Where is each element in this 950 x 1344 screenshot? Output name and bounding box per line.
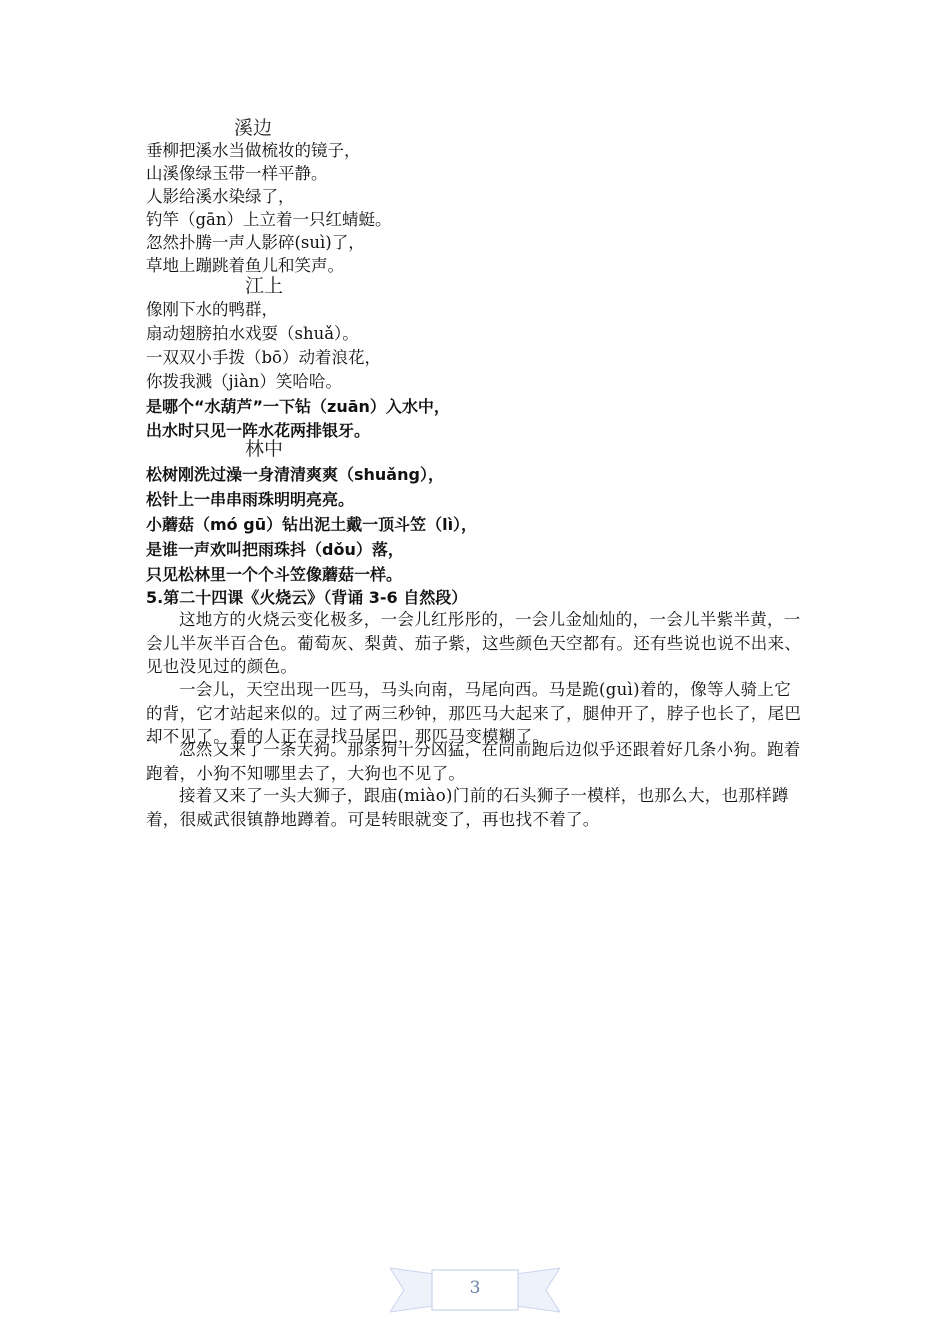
- paragraph: 一会儿，天空出现一匹马，马头向南，马尾向西。马是跪(guì)着的，像等人骑上它的背，它才站起来似的。过了两三秒钟，那匹马大起来了，腿伸开了，脖子也长了，尾巴却不见了。看的人正在寻找马尾巴，那匹马变模糊了。: [146, 680, 802, 746]
- poem-line: 扇动翅膀拍水戏耍（shuǎ）。: [146, 324, 359, 343]
- poem-line: 忽然扑腾一声人影碎(suì)了，: [146, 233, 365, 252]
- page-number-ribbon: [390, 1262, 560, 1318]
- poem-line: 人影给溪水染绿了，: [146, 187, 295, 206]
- poem-line: 小蘑菇（mó gū）钻出泥土戴一顶斗笠（lì），: [146, 515, 478, 534]
- section-heading: 5.第二十四课《火烧云》（背诵 3-6 自然段）: [146, 588, 468, 607]
- poem-line: 一双双小手拨（bō）动着浪花，: [146, 348, 381, 367]
- poem-title-xibian: 溪边: [234, 117, 273, 139]
- poem-line: 出水时只见一阵水花两排银牙。: [146, 421, 371, 440]
- poem-title-jiangshang: 江上: [245, 275, 284, 297]
- poem-line: 草地上蹦跳着鱼儿和笑声。: [146, 256, 344, 275]
- poem-title-linzhong: 林中: [245, 438, 284, 460]
- poem-line: 松树刚洗过澡一身清清爽爽（shuǎng），: [146, 465, 444, 484]
- paragraph: 这地方的火烧云变化极多，一会儿红彤彤的，一会儿金灿灿的，一会儿半紫半黄，一会儿半灰半百合色。葡萄灰、梨黄、茄子紫，这些颜色天空都有。还有些说也说不出来、见也没见过的颜色。: [146, 610, 802, 676]
- poem-line: 是哪个“水葫芦”一下钻（zuān）入水中，: [146, 397, 450, 416]
- poem-line: 钓竿（gān）上立着一只红蜻蜓。: [146, 210, 392, 229]
- poem-line: 是谁一声欢叫把雨珠抖（dǒu）落，: [146, 540, 404, 559]
- poem-line: 垂柳把溪水当做梳妆的镜子，: [146, 141, 361, 160]
- poem-line: 只见松林里一个个斗笠像蘑菇一样。: [146, 565, 403, 584]
- paragraph: 忽然又来了一条大狗。那条狗十分凶猛，在向前跑后边似乎还跟着好几条小狗。跑着跑着，小狗不知哪里去了，大狗也不见了。: [146, 740, 801, 783]
- poem-line: 你拨我溅（jiàn）笑哈哈。: [146, 372, 342, 391]
- poem-line: 山溪像绿玉带一样平静。: [146, 164, 328, 183]
- paragraph: 接着又来了一头大狮子，跟庙(miào)门前的石头狮子一模样，也那么大，也那样蹲着，很威武很镇静地蹲着。可是转眼就变了，再也找不着了。: [146, 786, 789, 829]
- poem-line: 松针上一串串雨珠明明亮亮。: [146, 490, 355, 509]
- page-number: 3: [469, 1278, 481, 1298]
- poem-line: 像刚下水的鸭群，: [146, 300, 278, 319]
